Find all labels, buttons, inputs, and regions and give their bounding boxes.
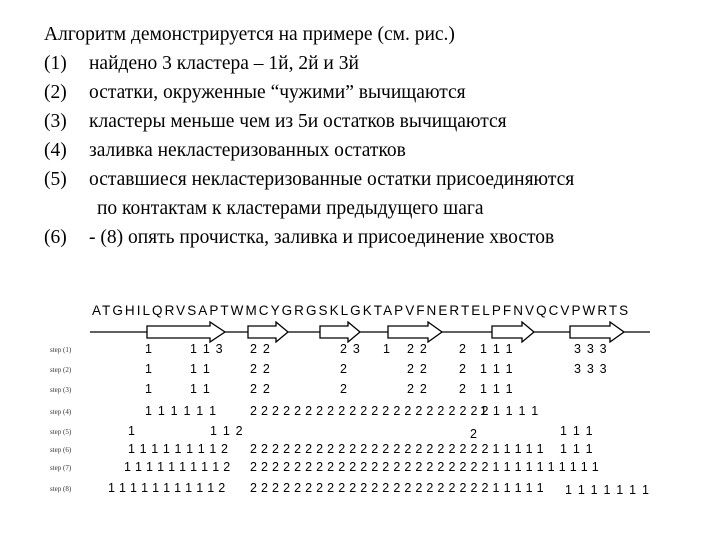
list-item-continuation: по контактам к кластерами предыдущего шага [97,198,484,219]
strand-arrow [492,322,534,342]
cluster-numbers: 2 2 [407,342,428,356]
cluster-numbers: 1 1 1 1 1 1 1 1 2 [128,442,229,456]
cluster-numbers: 1 1 1 [480,382,514,396]
item-number: (4) [44,140,67,161]
cluster-numbers: 1 1 1 [560,442,594,456]
cluster-numbers: 2 2 2 2 2 2 2 2 2 2 2 2 2 2 2 2 2 2 2 2 2 2 1 1 1 1 1 [250,442,544,456]
cluster-numbers: 2 [340,362,349,376]
cluster-numbers: 2 [340,382,349,396]
step-label: step (5) [50,428,72,436]
cluster-numbers: 1 [128,424,137,438]
item-text: остатки, окруженные “чужими” вычищаются [89,82,466,103]
cluster-numbers: 1 1 1 1 1 1 1 1 1 2 [124,460,231,474]
cluster-numbers: 1 1 1 1 1 [480,404,540,418]
cluster-numbers: 2 [459,342,468,356]
cluster-numbers: 2 2 2 2 2 2 2 2 2 2 2 2 2 2 2 2 2 2 2 2 2 2 1 1 1 1 1 [250,481,544,495]
list-item [44,107,704,136]
step-label: step (8) [50,485,72,493]
cluster-numbers: 2 2 [250,342,271,356]
cluster-numbers: 1 1 1 1 1 1 1 1 1 1 2 [108,481,226,495]
cluster-numbers: 2 2 2 2 2 2 2 2 2 2 2 2 2 2 2 2 2 2 2 2 2 2 [250,404,489,418]
cluster-numbers: 1 [383,342,392,356]
cluster-numbers: 1 1 1 1 1 1 [145,404,218,418]
cluster-numbers: 2 2 [407,382,428,396]
cluster-numbers: 1 1 [190,382,211,396]
list-item [44,223,704,252]
list-item [44,165,704,194]
cluster-numbers: 2 2 [250,362,271,376]
cluster-numbers: 1 [145,362,154,376]
cluster-numbers: 1 1 1 [560,424,594,438]
algorithm-description [44,20,704,252]
list-item [44,49,704,78]
cluster-numbers: 1 [145,382,154,396]
intro-line: Алгоритм демонстрируется на примере (см. рис.) [44,24,455,45]
item-text: найдено 3 кластера – 1й, 2й и 3й [89,53,359,74]
step-label: step (1) [50,346,72,354]
step-label: step (2) [50,366,72,374]
step-label: step (7) [50,464,72,472]
item-text: заливка некластеризованных остатков [89,140,406,161]
step-label: step (3) [50,386,72,394]
cluster-numbers: 1 1 1 [480,342,514,356]
item-number: (3) [44,111,67,132]
strand-arrow [248,322,288,342]
cluster-numbers: 1 1 1 [480,362,514,376]
cluster-numbers: 3 3 3 [574,362,608,376]
item-text: оставшиеся некластеризованные остатки присоединяются [89,169,575,190]
cluster-numbers: 1 [145,342,154,356]
strand-arrow [320,322,360,342]
cluster-numbers: 2 [459,382,468,396]
item-number: (6) [44,227,67,248]
strand-arrow [570,322,624,342]
sequence-text: ATGHILQRVSAPTWMCYGRGSKLGKTAPVFNERTELPFNVQCVPWRTS [92,303,631,318]
cluster-numbers: 1 1 1 1 1 1 1 [565,483,651,497]
secondary-structure [50,321,650,343]
cluster-numbers: 2 2 [250,382,271,396]
cluster-numbers: 2 [459,362,468,376]
cluster-numbers: 2 [470,427,479,441]
list-item [44,78,704,107]
step-label: step (6) [50,446,72,454]
item-text: кластеры меньше чем из 5и остатков вычищаются [89,111,507,132]
cluster-numbers: 1 1 [190,362,211,376]
cluster-numbers: 3 3 3 [574,342,608,356]
item-number: (1) [44,53,67,74]
step-label: step (4) [50,408,72,416]
strand-arrow [147,322,225,342]
item-text: - (8) опять прочистка, заливка и присоединение хвостов [89,227,555,248]
item-number: (2) [44,82,67,103]
item-number: (5) [44,169,67,190]
strand-arrow [388,322,442,342]
cluster-numbers: 2 3 [340,342,361,356]
cluster-numbers: 1 1 3 [190,342,224,356]
list-item [44,136,704,165]
cluster-numbers: 2 2 [407,362,428,376]
cluster-numbers: 2 2 2 2 2 2 2 2 2 2 2 2 2 2 2 2 2 2 2 2 2 2 1 1 1 1 1 1 1 1 1 1 [250,460,600,474]
clustering-figure [50,303,650,503]
cluster-numbers: 1 1 2 [210,424,244,438]
